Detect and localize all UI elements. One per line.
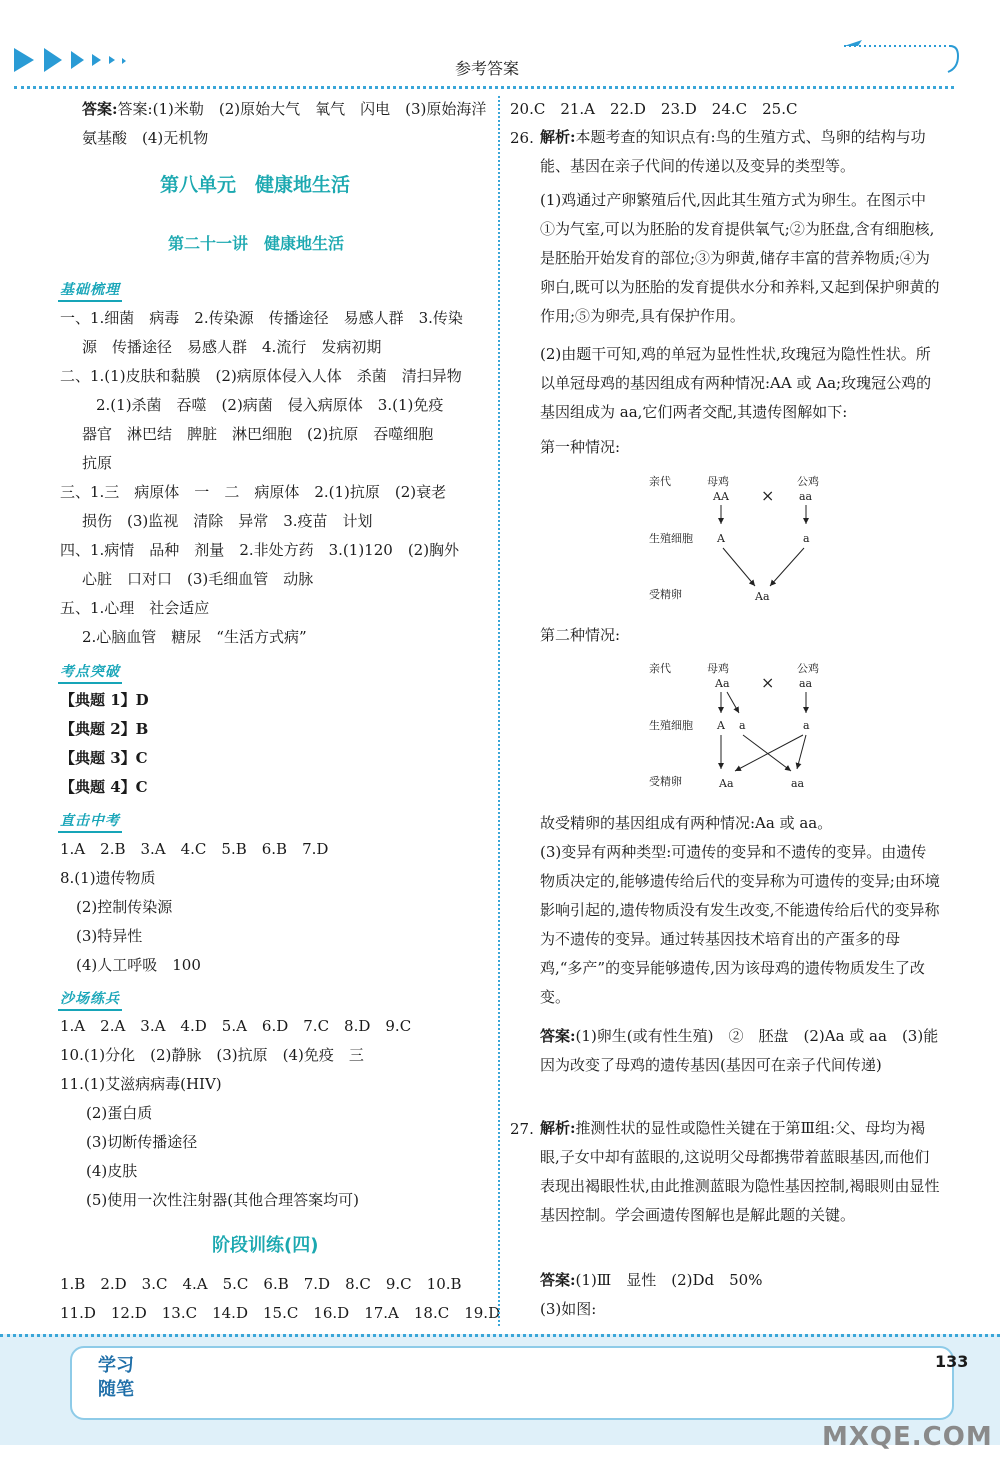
- arrow-a-zygote: [770, 548, 804, 586]
- row-label-gamete: 生殖细胞: [649, 719, 693, 732]
- section-basic-review: 基础梳理: [58, 279, 122, 302]
- gamete-a-hen: a: [739, 719, 746, 732]
- unit-title: 第八单元 健康地生活: [160, 174, 351, 196]
- practice-line-7: (5)使用一次性注射器(其他合理答案均可): [86, 1191, 359, 1209]
- practice-line-1: 1.A 2.A 3.A 4.D 5.A 6.D 7.C 8.D 9.C: [60, 1017, 412, 1035]
- stage-line-1: 1.B 2.D 3.C 4.A 5.C 6.B 7.D 8.C 9.C 10.B: [60, 1275, 462, 1293]
- page-header-title: 参考答案: [455, 59, 520, 78]
- example-2: 【典题 2】B: [60, 720, 149, 738]
- zygote-Aa: Aa: [755, 590, 770, 603]
- row-label-parent: 亲代: [649, 475, 671, 488]
- cross-symbol: ×: [761, 486, 775, 505]
- q26-number: 26.: [510, 129, 534, 147]
- top-answer-line-2: 氨基酸 (4)无机物: [82, 129, 209, 147]
- basic-line-2: 源 传播途径 易感人群 4.流行 发病初期: [82, 338, 382, 356]
- cross-symbol: ×: [761, 673, 775, 692]
- basic-line-5: 器官 淋巴结 脾脏 淋巴细胞 (2)抗原 吞噬细胞: [82, 425, 434, 443]
- rooster-genotype: aa: [799, 490, 813, 503]
- q27-analysis: 解析:推测性状的显性或隐性关键在于第Ⅲ组:父、母均为褐眼,子女中却有蓝眼的,这说明父母都携带着蓝眼基因,而他们表现出褐眼性状,由此推测蓝眼为隐性基因控制,褐眼则由显性基因控制。学会画遗传图解也是解此题的关键。: [540, 1119, 940, 1224]
- header-dotted-rule: [14, 86, 954, 89]
- q27-answer: 答案:(1)Ⅲ 显性 (2)Dd 50%: [540, 1271, 763, 1289]
- basic-line-3: 二、1.(1)皮肤和黏膜 (2)病原体侵入人体 杀菌 清扫异物: [60, 367, 462, 385]
- rooster-label: 公鸡: [797, 475, 819, 488]
- arrow-a-aa: [743, 735, 791, 771]
- practice-line-3: 11.(1)艾滋病病毒(HIV): [60, 1075, 222, 1093]
- basic-line-10: 心脏 口对口 (3)毛细血管 动脉: [82, 570, 314, 588]
- practice-line-5: (3)切断传播途径: [86, 1133, 198, 1151]
- hen-genotype: Aa: [715, 677, 730, 690]
- rooster-genotype: aa: [799, 677, 813, 690]
- hen-label: 母鸡: [707, 475, 729, 488]
- section-practice: 沙场练兵: [58, 988, 122, 1011]
- arrow-A-zygote: [723, 548, 755, 586]
- q26-intro: 解析:本题考查的知识点有:鸟的生殖方式、鸟卵的结构与功能、基因在亲子代间的传递以及变异的类型等。: [540, 128, 926, 175]
- answers-20-25: 20.C 21.A 22.D 23.D 24.C 25.C: [510, 100, 798, 118]
- hen-label: 母鸡: [707, 662, 729, 675]
- zygote-Aa: Aa: [719, 777, 734, 790]
- row-label-zygote: 受精卵: [649, 588, 682, 601]
- arrow-hen-gamete-a: [727, 692, 739, 713]
- example-1: 【典题 1】D: [60, 691, 149, 709]
- answer-label: 答案:: [82, 100, 118, 118]
- hen-genotype: AA: [713, 490, 729, 503]
- case1-label: 第一种情况:: [540, 438, 621, 456]
- footer-note-label: 学习随笔: [98, 1355, 134, 1400]
- exam-line-1: 1.A 2.B 3.A 4.C 5.B 6.B 7.D: [60, 840, 329, 858]
- arrow-a-Aa: [735, 735, 803, 771]
- q26-part3: 故受精卵的基因组成有两种情况:Aa 或 aa。: [540, 814, 833, 832]
- basic-line-8: 损伤 (3)监视 清除 异常 3.疫苗 计划: [82, 512, 373, 530]
- exam-line-4: (3)特异性: [76, 927, 143, 945]
- q26-part2: (2)由题干可知,鸡的单冠为显性性状,玫瑰冠为隐性性状。所以单冠母鸡的基因组成有两种情况:AA 或 Aa;玫瑰冠公鸡的基因组成为 aa,它们两者交配,其遗传图解如下:: [540, 345, 932, 421]
- stage-title: 阶段训练(四): [212, 1235, 319, 1256]
- genetic-cross-diagram-2: [645, 657, 865, 792]
- basic-line-11: 五、1.心理 社会适应: [60, 599, 210, 617]
- lecture-title: 第二十一讲 健康地生活: [168, 234, 345, 253]
- gamete-a: a: [803, 532, 810, 545]
- column-divider: [498, 96, 500, 1326]
- basic-line-7: 三、1.三 病原体 一 二 病原体 2.(1)抗原 (2)衰老: [60, 483, 447, 501]
- page-number: 133: [935, 1352, 969, 1371]
- arrow-a-aa-2: [797, 735, 806, 769]
- exam-line-5: (4)人工呼吸 100: [76, 956, 201, 974]
- practice-line-4: (2)蛋白质: [86, 1104, 153, 1122]
- section-key-points: 考点突破: [58, 661, 122, 684]
- genetic-cross-diagram-1: [645, 470, 865, 605]
- header-arrows: [14, 46, 144, 76]
- practice-line-2: 10.(1)分化 (2)静脉 (3)抗原 (4)免疫 三: [60, 1046, 364, 1064]
- rooster-label: 公鸡: [797, 662, 819, 675]
- gamete-A: A: [717, 719, 725, 732]
- watermark-text: MXQE.COM: [822, 1422, 993, 1452]
- case2-label: 第二种情况:: [540, 626, 621, 644]
- gamete-A: A: [717, 532, 725, 545]
- example-4: 【典题 4】C: [60, 778, 148, 796]
- row-label-gamete: 生殖细胞: [649, 532, 693, 545]
- basic-line-6: 抗原: [82, 454, 113, 472]
- example-3: 【典题 3】C: [60, 749, 148, 767]
- exam-line-3: (2)控制传染源: [76, 898, 173, 916]
- q26-part4: (3)变异有两种类型:可遗传的变异和不遗传的变异。由遗传物质决定的,能够遗传给后代的变异称为可遗传的变异;由环境影响引起的,遗传物质没有发生改变,不能遗传给后代的变异称为不遗传的变异。通过转基因技术培育出的产蛋多的母鸡,“多产”的变异能够遗传,因为该母鸡的遗传物质发生了改变。: [540, 843, 940, 1006]
- practice-line-6: (4)皮肤: [86, 1162, 138, 1180]
- basic-line-4: 2.(1)杀菌 吞噬 (2)病菌 侵入病原体 3.(1)免疫: [96, 396, 444, 414]
- top-answer-line-1: 答案:答案:(1)米勒 (2)原始大气 氧气 闪电 (3)原始海洋: [82, 100, 487, 118]
- basic-line-1: 一、1.细菌 病毒 2.传染源 传播途径 易感人群 3.传染: [60, 309, 463, 327]
- basic-line-9: 四、1.病情 品种 剂量 2.非处方药 3.(1)120 (2)胸外: [60, 541, 460, 559]
- q26-part1: (1)鸡通过产卵繁殖后代,因此其生殖方式为卵生。在图示中①为气室,可以为胚胎的发育提供氧气;②为胚盘,含有细胞核,是胚胎开始发育的部位;③为卵黄,储存丰富的营养物质;④为卵白,既可以为胚胎的发育提供水分和养料,又起到保护卵黄的作用;⑤为卵壳,具有保护作用。: [540, 191, 940, 325]
- gamete-a-rooster: a: [803, 719, 810, 732]
- q27-answer-2: (3)如图:: [540, 1300, 597, 1318]
- zygote-aa: aa: [791, 777, 805, 790]
- row-label-parent: 亲代: [649, 662, 671, 675]
- q27-number: 27.: [510, 1120, 534, 1138]
- footer-notes-panel: [70, 1346, 954, 1420]
- header-right-arrow-icon: [840, 38, 960, 78]
- section-exam: 直击中考: [58, 810, 122, 833]
- basic-line-12: 2.心脑血管 糖尿 “生活方式病”: [82, 628, 307, 646]
- stage-line-2: 11.D 12.D 13.C 14.D 15.C 16.D 17.A 18.C 19.D: [60, 1304, 501, 1322]
- row-label-zygote: 受精卵: [649, 775, 682, 788]
- q26-answer: 答案:(1)卵生(或有性生殖) ② 胚盘 (2)Aa 或 aa (3)能 因为改变了母鸡的遗传基因(基因可在亲子代间传递): [540, 1027, 954, 1074]
- exam-line-2: 8.(1)遗传物质: [60, 869, 156, 887]
